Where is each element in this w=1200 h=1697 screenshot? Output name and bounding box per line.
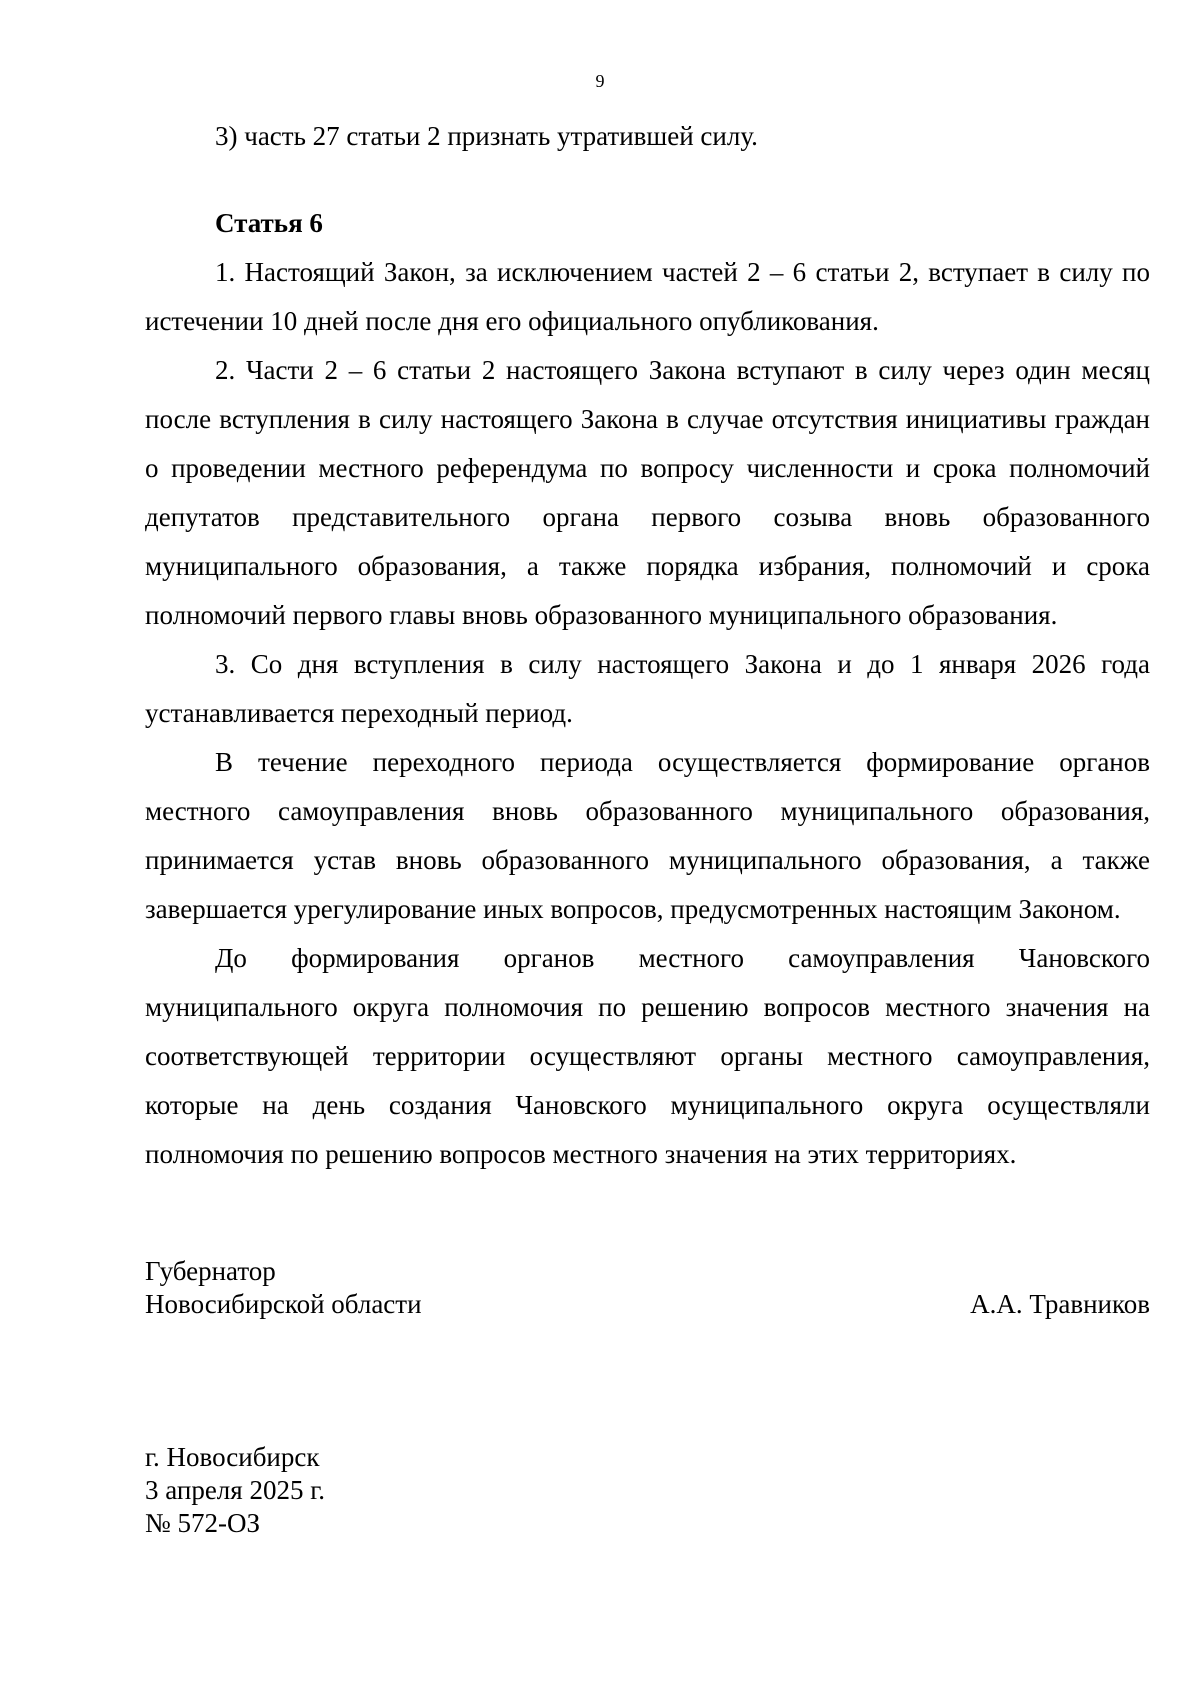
article-paragraph-1: 1. Настоящий Закон, за исключением частей 2 – 6 статьи 2, вступает в силу по истечении 10 дней после дня его официального опубликования. bbox=[145, 257, 1150, 336]
date: 3 апреля 2025 г. bbox=[145, 1475, 325, 1505]
signatory-title-line-1: Губернатор bbox=[145, 1256, 276, 1286]
signatory-name: А.А. Травников bbox=[970, 1289, 1150, 1319]
article-heading: Статья 6 bbox=[215, 208, 323, 238]
signatory-title-line-2: Новосибирской области bbox=[145, 1289, 422, 1319]
place-date-number-block bbox=[145, 1441, 325, 1540]
page-number: 9 bbox=[595, 71, 605, 91]
article-paragraph-4: В течение переходного периода осуществляется формирование органов местного самоуправления вновь образованного муниципального образования, принимается устав вновь образованного муниципального образования, а также завершается урегулирование иных вопросов, предусмотренных настоящим Законом. bbox=[145, 747, 1150, 924]
city: г. Новосибирск bbox=[145, 1442, 320, 1472]
signature-row bbox=[145, 1288, 1150, 1321]
law-number: № 572-ОЗ bbox=[145, 1508, 261, 1538]
signature-block bbox=[145, 1255, 1150, 1321]
article-paragraph-2: 2. Части 2 – 6 статьи 2 настоящего Закона вступают в силу через один месяц после вступления в силу настоящего Закона в случае отсутствия инициативы граждан о проведении местного референдума по вопросу численности и срока полномочий депутатов представительного органа первого созыва вновь образованного муниципального образования, а также порядка избрания, полномочий и срока полномочий первого главы вновь образованного муниципального образования. bbox=[145, 355, 1150, 630]
item-3-text: 3) часть 27 статьи 2 признать утратившей силу. bbox=[215, 121, 758, 151]
item-3-paragraph bbox=[145, 112, 1150, 161]
article-6-section bbox=[145, 199, 1150, 1179]
article-paragraph-5: До формирования органов местного самоуправления Чановского муниципального округа полномочия по решению вопросов местного значения на соответствующей территории осуществляют органы местного самоуправления, которые на день создания Чановского муниципального округа осуществляли полномочия по решению вопросов местного значения на этих территориях. bbox=[145, 943, 1150, 1169]
article-paragraph-3: 3. Со дня вступления в силу настоящего Закона и до 1 января 2026 года устанавливается переходный период. bbox=[145, 649, 1150, 728]
